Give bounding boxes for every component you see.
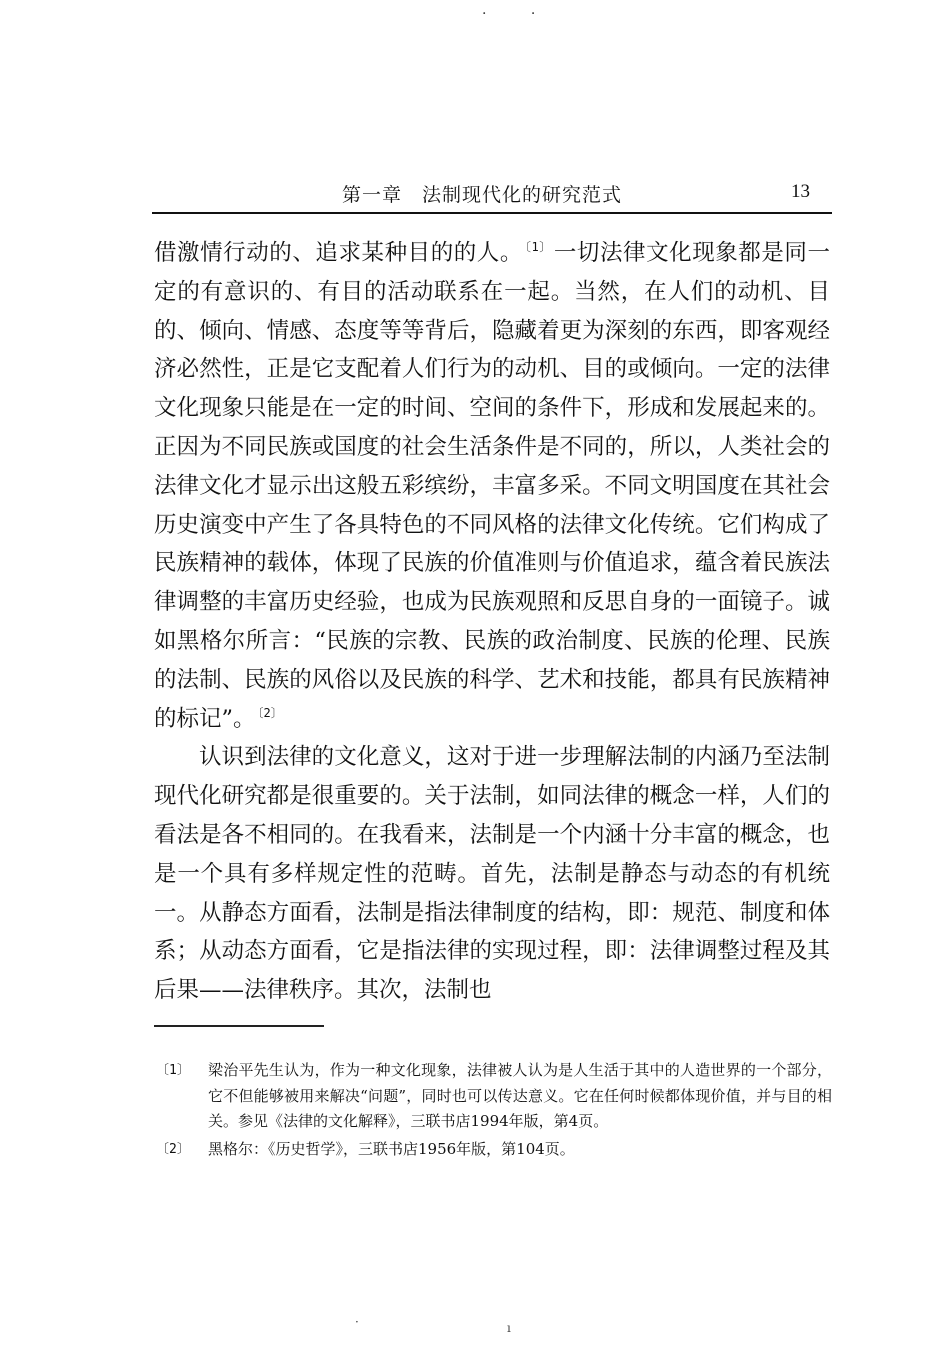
footnote-divider (154, 1025, 324, 1027)
footnote (156, 1058, 832, 1135)
footnote-reference[interactable]: 〔2〕 (257, 705, 283, 720)
paragraph: 认识到法律的文化意义，这对于进一步理解法制的内涵乃至法制现代化研究都是很重要的。关于法制，如同法律的概念一样，人们的看法是各不相同的。在我看来，法制是一个内涵十分丰富的概念，也是一个具有多样规定性的范畴。首先，法制是静态与动态的有机统一。从静态方面看，法制是指法律制度的结构，即：规范、制度和体系；从动态方面看，它是指法律的实现过程，即：法律调整过程及其后果——法律秩序。其次，法制也 (154, 744, 830, 1004)
footnote-text: 梁治平先生认为，作为一种文化现象，法律被人认为是人生活于其中的人造世界的一个部分，它不但能够被用来解决“问题”，同时也可以传达意义。它在任何时候都体现价值，并与目的相关。参见《法律的文化解释》，三联书店1994年版，第4页。 (208, 1061, 832, 1130)
footnotes (156, 1058, 832, 1164)
footnote-reference[interactable]: 〔1〕 (524, 240, 552, 254)
paragraph (154, 234, 830, 738)
paragraph-text: 一切法律文化现象都是同一定的有意识的、有目的活动联系在一起。当然，在人们的动机、目的、倾向、情感、态度等等背后，隐藏着更为深刻的东西，即客观经济必然性，正是它支配着人们行为的动机、目的或倾向。一定的法律文化现象只能是在一定的时间、空间的条件下，形成和发展起来的。正因为不同民族或国度的社会生活条件是不同的，所以，人类社会的法律文化才显示出这般五彩缤纷，丰富多采。不同文明国度在其社会历史演变中产生了各具特色的不同风格的法律文化传统。它们构成了民族精神的载体，体现了民族的价值准则与价值追求，蕴含着民族法律调整的丰富历史经验，也成为民族观照和反思自身的一面镜子。诚如黑格尔所言：“民族的宗教、民族的政治制度、民族的伦理、民族的法制、民族的风俗以及民族的科学、艺术和技能，都具有民族精神的标记”。 (154, 240, 830, 732)
chapter-title: 第一章 法制现代化的研究范式 (342, 184, 623, 206)
paragraph-text: 借激情行动的、追求某种目的的人。 (154, 240, 523, 266)
footnote (156, 1137, 832, 1163)
footnote-marker: 〔2〕 (156, 1141, 190, 1157)
scan-specks-top: · · (482, 6, 556, 22)
footnote-text: 黑格尔：《历史哲学》，三联书店1956年版，第104页。 (208, 1139, 575, 1158)
running-header (152, 176, 832, 214)
page-number: 13 (791, 181, 810, 202)
footnote-marker: 〔1〕 (156, 1063, 190, 1078)
body-text (154, 234, 830, 1010)
